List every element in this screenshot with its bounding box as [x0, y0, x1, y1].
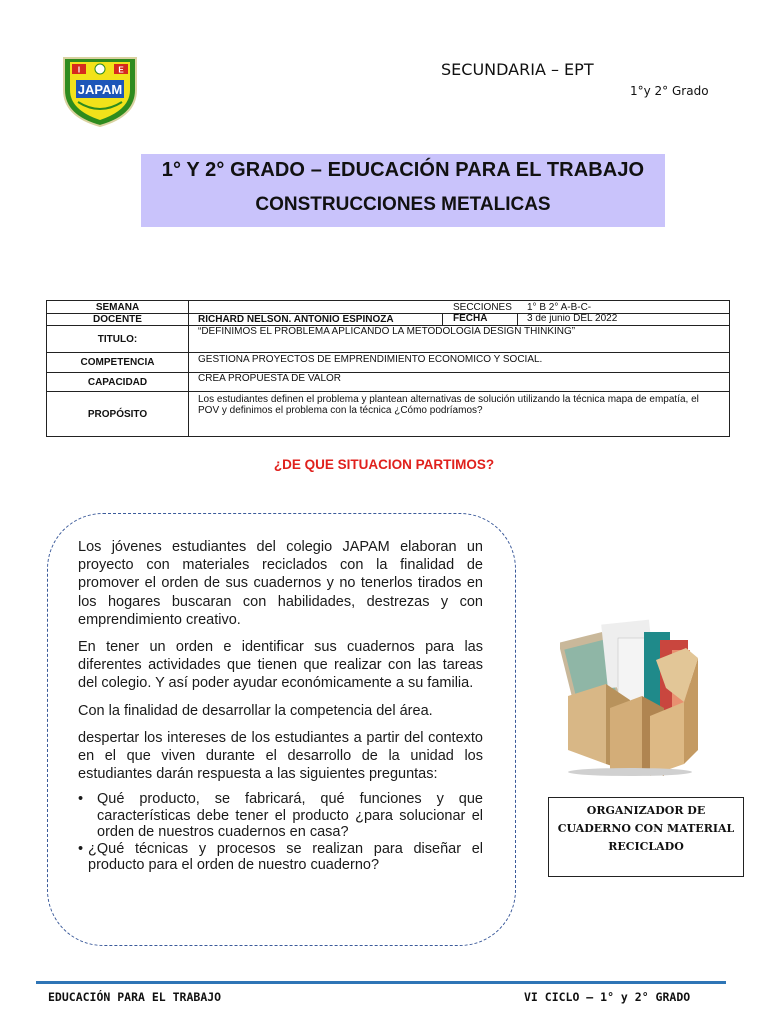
image-caption-box — [548, 797, 744, 877]
notebook-organizer-image — [560, 600, 702, 776]
secciones-label: SECCIONES — [453, 302, 512, 313]
logo-initial-right: E — [118, 65, 124, 75]
situation-paragraph-3: Con la finalidad de desarrollar la competencia del área. — [78, 702, 433, 719]
school-crest-logo — [58, 50, 142, 128]
titulo-label: TITULO: — [47, 326, 189, 353]
proposito-value: Los estudiantes definen el problema y plantean alternativas de solución utilizando la técnica mapa de empatía, el POV y definimos el problema con la técnica ¿Cómo podríamos? — [189, 392, 730, 437]
secciones-fecha-values — [518, 302, 730, 326]
secciones-value: 1° B 2° A-B-C- — [527, 302, 592, 313]
capacidad-value: CREA PROPUESTA DE VALOR — [189, 373, 730, 392]
list-item: • Qué producto, se fabricará, qué funciones y que características debe tener el producto ¿para solucionar el orden de nuestros cuadernos en casa? — [78, 791, 483, 841]
docente-value: RICHARD NELSON. ANTONIO ESPINOZA — [189, 314, 443, 326]
footer-divider — [36, 981, 726, 984]
docente-label: DOCENTE — [47, 314, 189, 326]
footer-right-text: VI CICLO – 1° y 2° GRADO — [524, 990, 691, 1004]
title-line-1: 1° Y 2° GRADO – EDUCACIÓN PARA EL TRABAJO — [161, 159, 645, 181]
competencia-value: GESTIONA PROYECTOS DE EMPRENDIMIENTO ECONOMICO Y SOCIAL. — [189, 353, 730, 373]
caption-line-1: ORGANIZADOR DE — [586, 804, 706, 817]
list-item: • ¿Qué técnicas y procesos se realizan para diseñar el producto para el orden de nuestro cuaderno? — [78, 841, 483, 874]
table-row-titulo — [47, 326, 730, 353]
titulo-value: “DEFINIMOS EL PROBLEMA APLICANDO LA METODOLOGÍA DESIGN THINKING” — [189, 326, 730, 353]
table-row-competencia — [47, 353, 730, 373]
table-row-capacidad — [47, 373, 730, 392]
situation-text — [78, 538, 483, 874]
caption-line-2: CUADERNO CON MATERIAL — [557, 822, 735, 835]
caption-line-3: RECICLADO — [608, 840, 684, 853]
session-info-table — [46, 300, 730, 437]
situation-paragraph-1: Los jóvenes estudiantes del colegio JAPAM elaboran un proyecto con materiales reciclados con la finalidad de promover el orden de sus cuadernos y no tenerlos tirados en los hogares buscaran con habilidades, destrezas y con emprendimiento creativo. — [78, 539, 483, 628]
secciones-fecha-labels — [443, 302, 518, 326]
table-row-docente — [47, 314, 730, 326]
situation-paragraph-2: En tener un orden e identificar sus cuadernos para las diferentes actividades que tienen que realizar con las tareas del colegio. Y así poder ayudar económicamente a su familia. — [78, 639, 483, 692]
header-level: SECUNDARIA – EPT — [441, 60, 594, 79]
competencia-label: COMPETENCIA — [47, 353, 189, 373]
footer-left-text: EDUCACIÓN PARA EL TRABAJO — [48, 990, 222, 1004]
header-grade: 1°y 2° Grado — [630, 84, 709, 98]
logo-name: JAPAM — [77, 82, 123, 97]
fecha-label: FECHA — [453, 313, 488, 324]
logo-initial-left: I — [77, 65, 81, 75]
proposito-label: PROPÓSITO — [47, 392, 189, 437]
situation-paragraph-4: despertar los intereses de los estudiantes a partir del contexto en el que viven durante el desarrollo de la unidad los estudiantes darán respuesta a las siguientes preguntas: — [78, 729, 483, 783]
table-row-proposito — [47, 392, 730, 437]
fecha-value: 3 de junio DEL 2022 — [527, 313, 618, 324]
title-line-2: CONSTRUCCIONES METALICAS — [255, 194, 551, 215]
situation-question-list — [78, 791, 483, 874]
situation-question-heading: ¿DE QUE SITUACION PARTIMOS? — [273, 457, 495, 472]
title-banner — [141, 154, 665, 227]
capacidad-label: CAPACIDAD — [47, 373, 189, 392]
semana-label: SEMANA — [47, 301, 189, 314]
